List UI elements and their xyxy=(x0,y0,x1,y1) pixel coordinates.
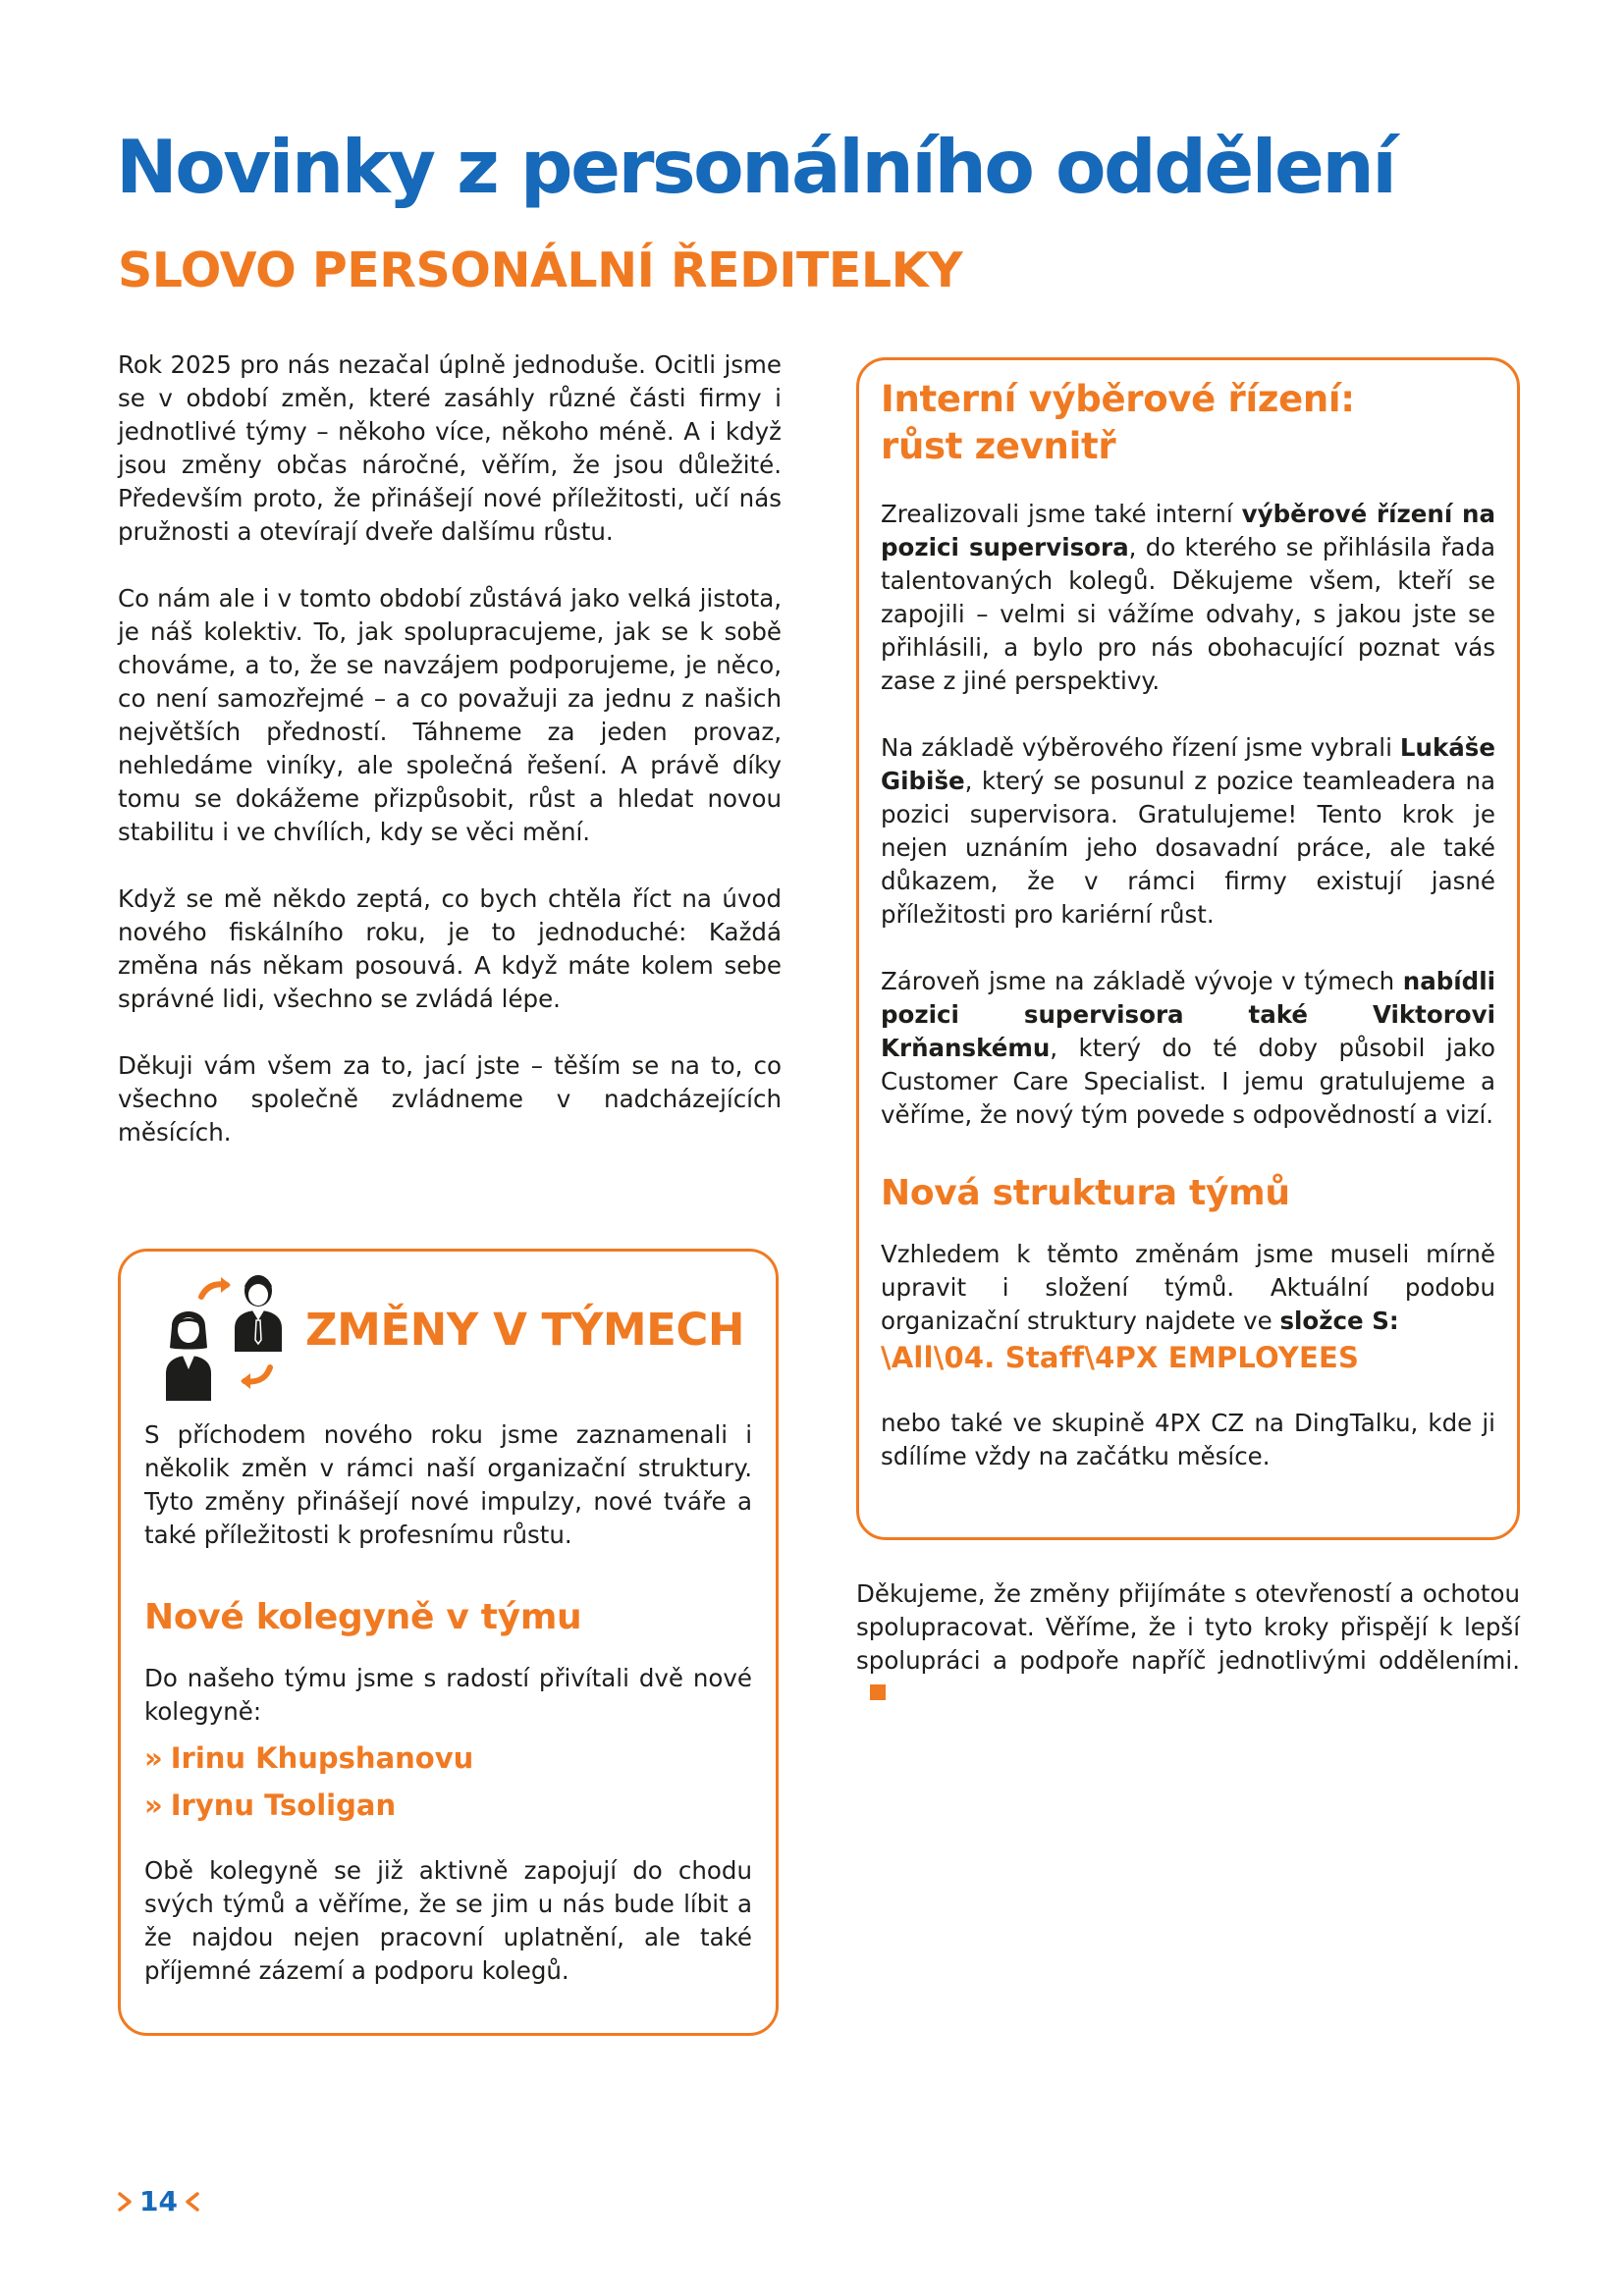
page-title: Novinky z personálního oddělení xyxy=(116,124,1395,210)
internal-selection-box xyxy=(856,357,1520,1540)
intro-column xyxy=(118,348,782,1149)
list-item xyxy=(144,1735,752,1782)
closing-text: Děkujeme, že změny přijímáte s otevřeností a ochotou spolupracovat. Věříme, že i tyto kroky přispějí k lepší spolupráci a podpoře napříč jednotlivými odděleními. xyxy=(856,1579,1520,1675)
internal-selection-heading-line1: Interní výběrové řízení: xyxy=(881,378,1355,420)
text-run: , který do té doby působil jako Customer Care Specialist. I jemu gratulujeme a věříme, že nový tým povede s odpovědností a vizí. xyxy=(881,1034,1495,1129)
internal-paragraph-5: nebo také ve skupině 4PX CZ na DingTalku, kde ji sdílíme vždy na začátku měsíce. xyxy=(881,1409,1495,1470)
text-run-bold: nabídli pozici supervisora také Viktorovi Krňanskému xyxy=(881,967,1495,1062)
text-run: Zrealizovali jsme také interní xyxy=(881,500,1242,528)
text-run: Na základě výběrového řízení jsme vybrali xyxy=(881,733,1400,762)
new-colleagues-closing: Obě kolegyně se již aktivně zapojují do chodu svých týmů a věříme, že se jim u nás bude líbit a že najdou nejen pracovní uplatnění, ale také příjemné zázemí a podporu kolegů. xyxy=(144,1856,752,1985)
text-run-bold: složce S: xyxy=(1279,1307,1399,1335)
internal-paragraph-4 xyxy=(881,1238,1495,1338)
text-run: Zároveň jsme na základě vývoje v týmech xyxy=(881,967,1403,995)
people-exchange-icon xyxy=(162,1271,288,1401)
new-colleagues-text: Do našeho týmu jsme s radostí přivítali dvě nové kolegyně: xyxy=(144,1664,752,1726)
structure-heading: Nová struktura týmů xyxy=(881,1173,1290,1213)
team-changes-intro: S příchodem nového roku jsme zaznamenali i několik změn v rámci naší organizační struktury. Tyto změny přinášejí nové impulzy, nové tváře a také příležitosti k profesnímu růstu. xyxy=(144,1420,752,1549)
page-subtitle: SLOVO PERSONÁLNÍ ŘEDITELKY xyxy=(118,242,963,298)
internal-selection-heading-line2: růst zevnitř xyxy=(881,425,1116,467)
closing-column xyxy=(856,1577,1520,1711)
team-changes-body xyxy=(144,1418,752,1988)
colleague-name: Irynu Tsoligan xyxy=(170,1789,397,1822)
bullet-icon: » xyxy=(144,1741,163,1775)
team-changes-title: ZMĚNY V TÝMECH xyxy=(305,1304,745,1356)
folder-path: \All\04. Staff\4PX EMPLOYEES xyxy=(881,1341,1360,1374)
internal-paragraph-3 xyxy=(881,965,1495,1132)
internal-paragraph-1 xyxy=(881,498,1495,698)
intro-paragraph: Když se mě někdo zeptá, co bych chtěla říct na úvod nového fiskálního roku, je to jednoduché: Každá změna nás někam posouvá. A když máte kolem sebe správné lidi, všechno se zvládá lépe. xyxy=(118,884,782,1013)
intro-paragraph: Rok 2025 pro nás nezačal úplně jednoduše. Ocitli jsme se v období změn, které zasáhly různé části firmy i jednotlivé týmy – někoho více, někoho méně. A i když jsou změny občas náročné, věřím, že jsou důležité. Především proto, že přinášejí nové příležitosti, učí nás pružnosti a otevírají dveře dalšímu růstu. xyxy=(118,350,782,546)
chevron-left-icon xyxy=(186,2192,199,2212)
list-item xyxy=(144,1782,752,1829)
intro-paragraph: Co nám ale i v tomto období zůstává jako velká jistota, je náš kolektiv. To, jak spolupracujeme, jak se k sobě chováme, a to, že se navzájem podporujeme, je něco, co není samozřejmé – a co považuji za jednu z našich největších předností. Táhneme za jeden provaz, nehledáme viníky, ale společná řešení. A právě díky tomu se dokážeme přizpůsobit, růst a hledat novou stabilitu i ve chvílích, kdy se věci mění. xyxy=(118,584,782,846)
page-footer xyxy=(118,2185,199,2217)
team-changes-box xyxy=(118,1249,779,2036)
team-changes-header xyxy=(144,1252,752,1418)
new-colleagues-heading: Nové kolegyně v týmu xyxy=(144,1597,582,1637)
square-end-mark xyxy=(870,1684,886,1700)
chevron-right-icon xyxy=(118,2192,132,2212)
intro-paragraph: Děkuji vám všem za to, jací jste – těším se na to, co všechno společně zvládneme v nadcházejících měsících. xyxy=(118,1051,782,1147)
text-run: , do kterého se přihlásila řada talentovaných kolegů. Děkujeme všem, kteří se zapojili – velmi si vážíme odvahy, s jakou jste se přihlásili, a bylo pro nás obohacující poznat vás zase z jiné perspektivy. xyxy=(881,533,1496,695)
internal-selection-heading xyxy=(881,376,1495,470)
new-colleagues-list xyxy=(144,1735,752,1829)
internal-paragraph-2 xyxy=(881,731,1495,932)
text-run-bold: výběrové řízení na pozici supervisora xyxy=(881,500,1496,561)
bullet-icon: » xyxy=(144,1789,163,1822)
text-run: , který se posunul z pozice teamleadera na pozici supervisora. Gratulujeme! Tento krok je nejen uznáním jeho dosavadní práce, ale také důkazem, že v rámci firmy existují jasné příležitosti pro kariérní růst. xyxy=(881,767,1495,929)
page-number: 14 xyxy=(139,2185,178,2217)
closing-paragraph xyxy=(856,1577,1520,1711)
text-run-bold: Lukáše Gibiše xyxy=(881,733,1495,795)
colleague-name: Irinu Khupshanovu xyxy=(170,1741,474,1775)
text-run: Vzhledem k těmto změnám jsme museli mírně upravit i složení týmů. Aktuální podobu organizační struktury najdete ve xyxy=(881,1240,1495,1335)
